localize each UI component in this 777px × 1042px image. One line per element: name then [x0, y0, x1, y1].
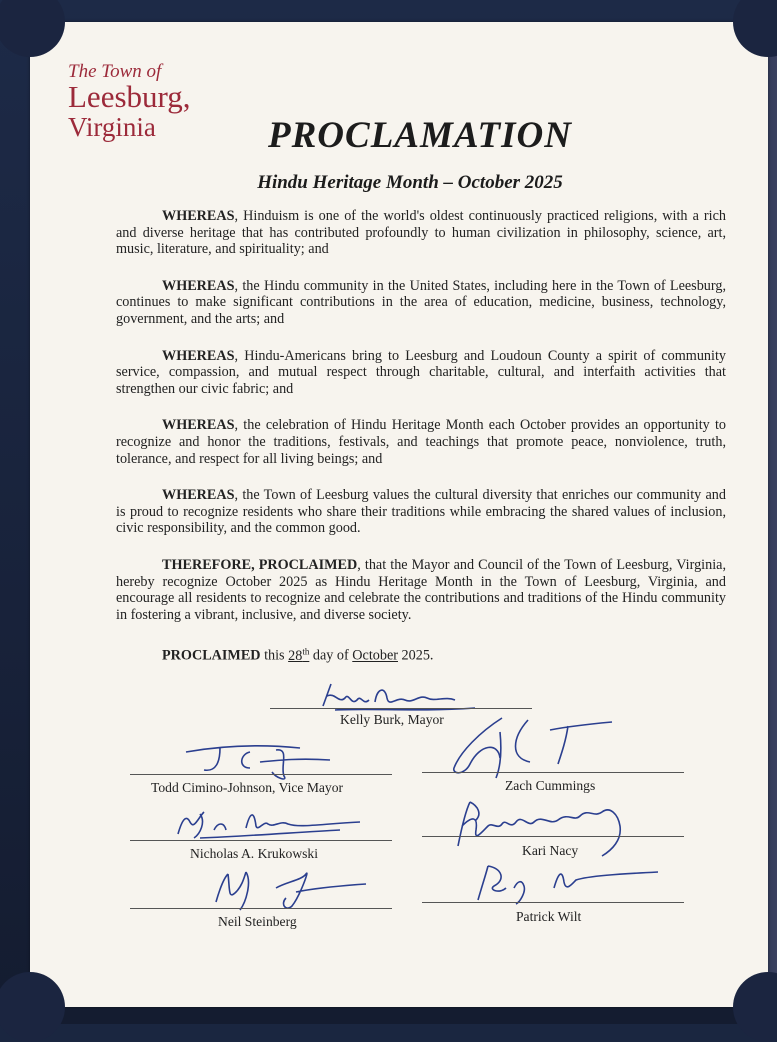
- paragraph-lead: WHEREAS: [162, 487, 235, 504]
- therefore-paragraph: [116, 557, 726, 623]
- proclamation-body: [116, 208, 726, 685]
- proclaimed-day: [288, 648, 309, 664]
- signature-patrick-wilt: [458, 858, 668, 908]
- paragraph-lead: WHEREAS: [162, 208, 235, 224]
- whereas-paragraph-4: [116, 417, 726, 467]
- day-suffix: th: [302, 646, 310, 657]
- paragraph-lead: THEREFORE, PROCLAIMED: [162, 556, 358, 573]
- whereas-paragraph-1: [116, 208, 726, 258]
- document-subtitle: Hindu Heritage Month – October 2025: [257, 172, 563, 193]
- signature-line-mayor: [270, 708, 532, 709]
- proclaimed-day-of: day of: [309, 648, 353, 665]
- town-logo: [68, 62, 191, 142]
- corner-slot-top-right: [733, 0, 777, 57]
- signer-vice-mayor: Todd Cimino-Johnson, Vice Mayor: [151, 780, 344, 795]
- paragraph-lead: WHEREAS: [162, 347, 235, 364]
- proclaimed-year: 2025.: [397, 648, 434, 665]
- signature-line-zach-cummings: [422, 772, 684, 773]
- whereas-paragraph-2: [116, 278, 726, 328]
- signer-zach-cummings: Zach Cummings: [505, 778, 596, 793]
- proclaimed-lead: PROCLAIMED: [162, 648, 261, 665]
- paragraph-text: , the Hindu community in the United States, including here in the Town of Leesburg, continues to make significant contributions in the area of education, medicine, business, technology, government, and the arts; and: [116, 277, 726, 327]
- signature-line-kari-nacy: [422, 836, 684, 837]
- town-line-1: The Town of: [68, 61, 162, 82]
- paragraph-text: , that the Mayor and Council of the Town of Leesburg, Virginia, hereby recognize October 2025 as Hindu Heritage Month in the Town of Leesburg, Virginia, and encourage all residents to recognize and celebrate the contributions and traditions of the Hindu community in fostering a vibrant, inclusive, and diverse society.: [116, 556, 726, 623]
- whereas-paragraph-5: [116, 487, 726, 537]
- proclaimed-date-line: [116, 643, 726, 664]
- proclaimed-month: October: [352, 648, 398, 665]
- town-line-3: Virginia: [68, 112, 156, 142]
- proclaimed-this: this: [260, 648, 289, 665]
- signature-line-patrick-wilt: [422, 902, 684, 903]
- signature-line-vice-mayor: [130, 774, 392, 775]
- paragraph-text: , Hinduism is one of the world's oldest continuously practiced religions, with a rich and diverse heritage that has contributed profoundly to human civilization in philosophy, science, art, music, literature, and spirituality; and: [116, 208, 726, 258]
- paragraph-text: , the celebration of Hindu Heritage Month each October provides an opportunity to recognize and honor the traditions, festivals, and teachings that promote peace, nonviolence, truth, tolerance, and respect for all living beings; and: [116, 417, 726, 467]
- signature-line-neil-steinberg: [130, 908, 392, 909]
- signer-patrick-wilt: Patrick Wilt: [516, 909, 582, 924]
- corner-slot-top-left: [0, 0, 65, 57]
- paragraph-text: , Hindu-Americans bring to Leesburg and Loudoun County a spirit of community service, compassion, and mutual respect through charitable, cultural, and interfaith activities that strengthen our civic fabric; and: [116, 347, 726, 397]
- corner-slot-bottom-right: [733, 972, 777, 1042]
- signature-neil-steinberg: [206, 862, 376, 914]
- corner-slot-bottom-left: [0, 972, 65, 1042]
- town-line-2: Leesburg,: [68, 79, 191, 114]
- signer-kari-nacy: Kari Nacy: [522, 843, 579, 858]
- signer-neil-steinberg: Neil Steinberg: [218, 914, 297, 929]
- whereas-paragraph-3: [116, 348, 726, 398]
- paragraph-text: , the Town of Leesburg values the cultural diversity that enriches our community and is proud to recognize residents who share their traditions while embracing the shared values of inclusion, civic responsibility, and the common good.: [116, 487, 726, 537]
- paragraph-lead: WHEREAS: [162, 417, 235, 434]
- signature-vice-mayor: [180, 738, 360, 782]
- day-number: 28: [288, 648, 303, 665]
- signature-line-nicholas-krukowski: [130, 840, 392, 841]
- document-title: PROCLAMATION: [268, 115, 572, 156]
- proclamation-paper: [30, 22, 768, 1007]
- signer-nicholas-krukowski: Nicholas A. Krukowski: [190, 846, 318, 861]
- signature-nicholas-krukowski: [170, 800, 370, 844]
- signer-mayor: Kelly Burk, Mayor: [340, 712, 444, 727]
- paragraph-lead: WHEREAS: [162, 277, 235, 294]
